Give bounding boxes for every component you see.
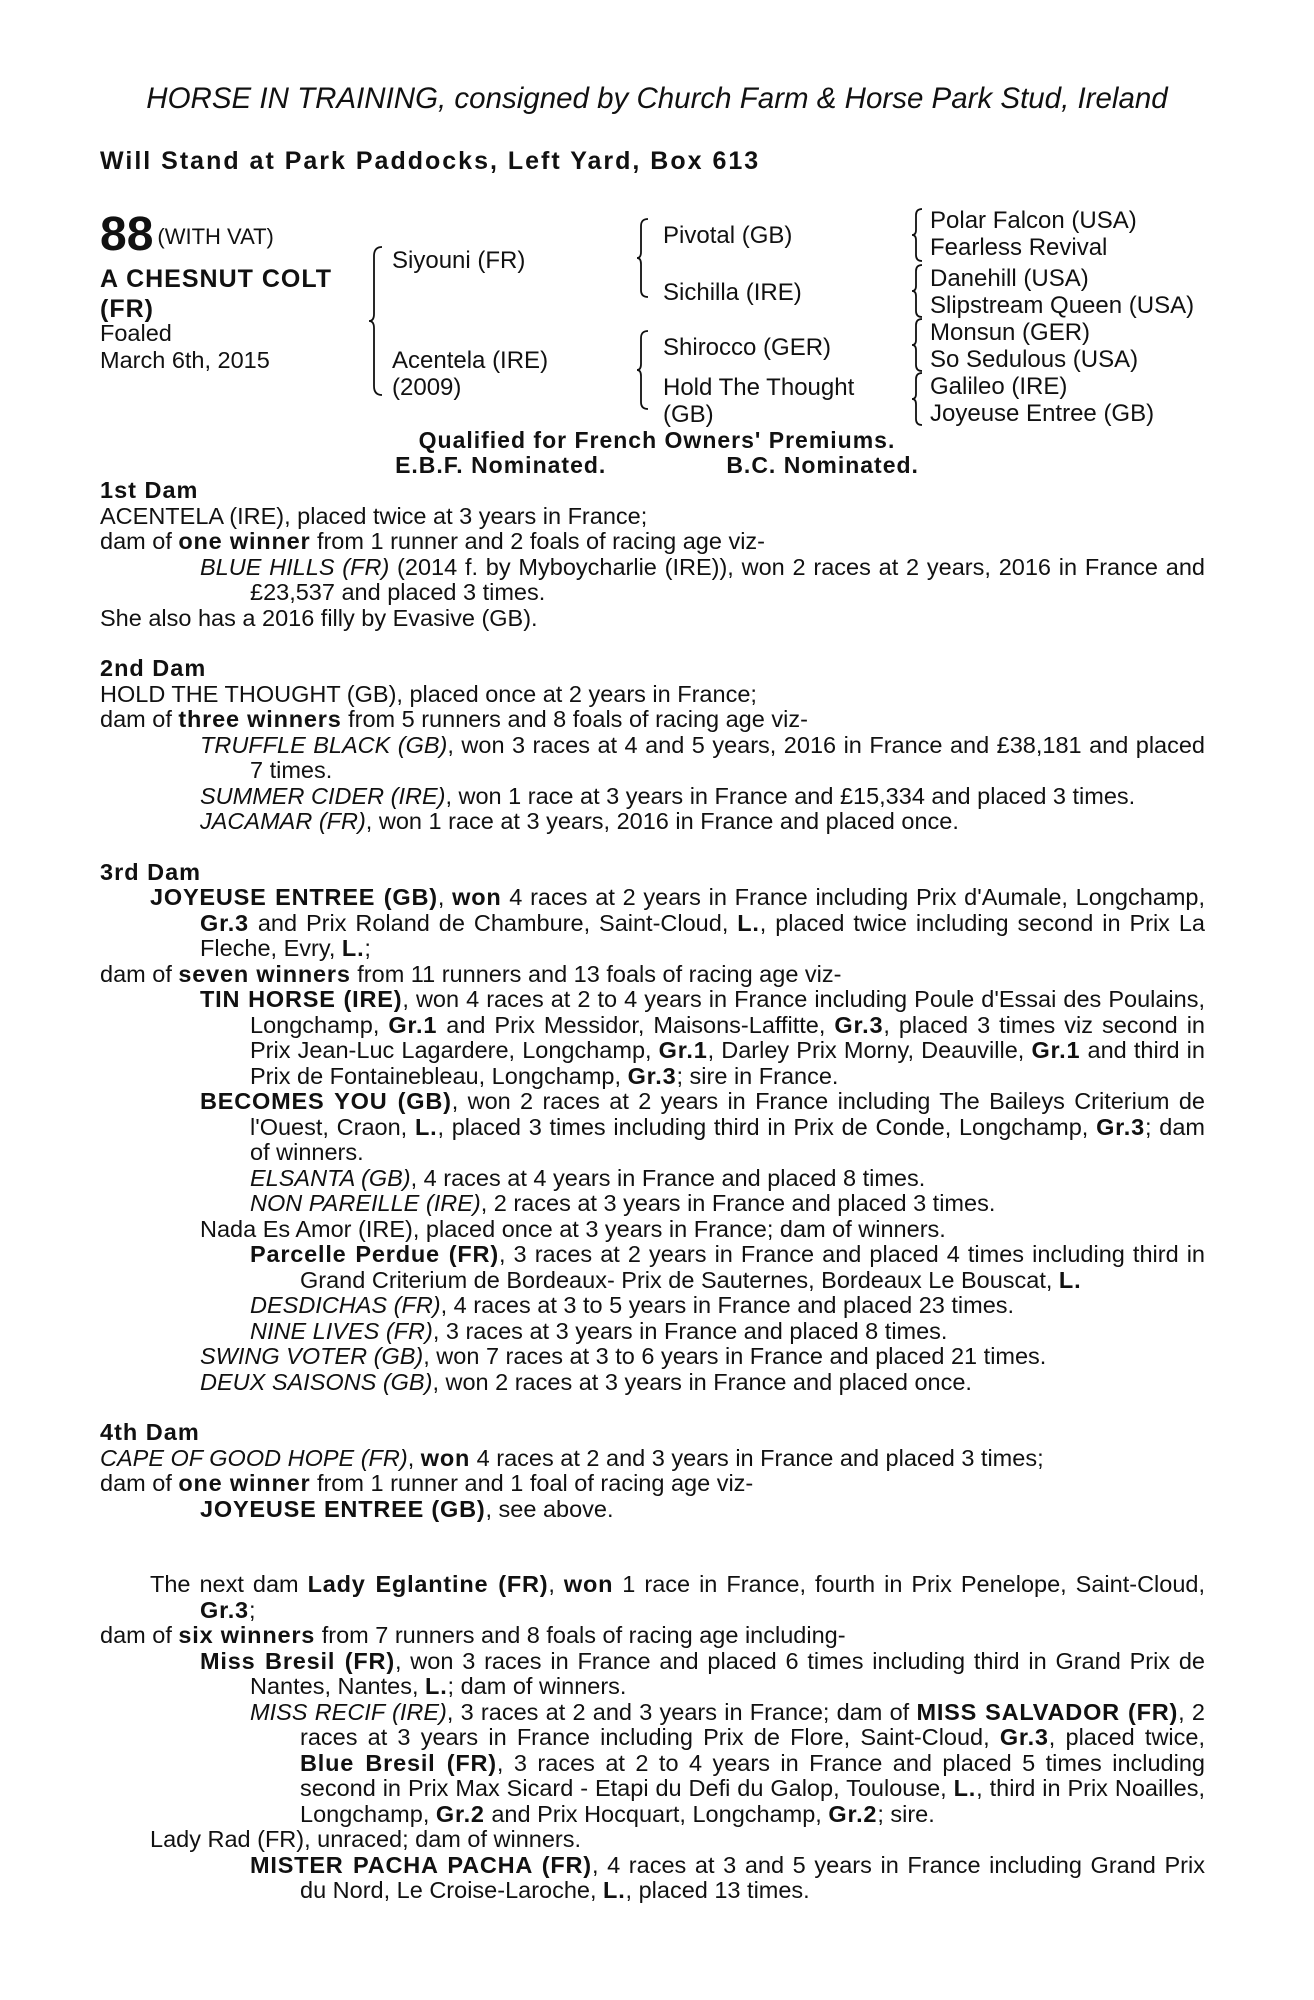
third-dam-produce-summary: dam of seven winners from 11 runners and 13 foals of racing age viz- — [100, 960, 842, 987]
next-dam-grand-progeny-miss-recif: MISS RECIF (IRE), 3 races at 2 and 3 years in France; dam of MISS SALVADOR (FR), 2 races at 3 years in France including Prix de Flore, Saint-Cloud, Gr.3, placed twice, Blue Bresil (FR), 3 races at 2 to 4 years in France and placed 5 times including second in Prix Max Sicard - Etapi du Defi du Galop, Toulouse, L., third in Prix Noailles, Longchamp, Gr.2 and Prix Hocquart, Longchamp, Gr.2; sire. — [250, 1698, 1206, 1827]
third-dam-progeny-becomes-you: BECOMES YOU (GB), won 2 races at 2 years in France including The Baileys Criterium de l'Ouest, Craon, L., placed 3 times including third in Prix de Conde, Longchamp, Gr.3; dam of winners. — [200, 1088, 1205, 1165]
third-dam-grand-progeny-nine-lives: NINE LIVES (FR), 3 races at 3 years in France and placed 8 times. — [250, 1317, 948, 1344]
next-dam-progeny-miss-bresil: Miss Bresil (FR), won 3 races in France and placed 6 times including third in Grand Prix de Nantes, Nantes, L.; dam of winners. — [200, 1647, 1205, 1699]
pedigree-brace-sd — [911, 264, 923, 318]
ebf-nomination: E.B.F. Nominated. — [395, 452, 607, 478]
pedigree-sire-sire: Pivotal (GB) — [663, 222, 793, 249]
first-dam-line: ACENTELA (IRE), placed twice at 3 years in France; — [100, 502, 648, 529]
produce-record — [100, 478, 1205, 1904]
third-dam-grand-progeny-elsanta: ELSANTA (GB), 4 races at 4 years in France and placed 8 times. — [250, 1164, 926, 1191]
pedigree-g3-2: Fearless Revival — [930, 234, 1108, 261]
vat-note: (WITH VAT) — [157, 224, 274, 249]
stand-location: Will Stand at Park Paddocks, Left Yard, Box 613 — [100, 147, 761, 175]
lot-number-block — [100, 207, 274, 262]
fourth-dam-produce-summary: dam of one winner from 1 runner and 1 foal of racing age viz- — [100, 1470, 754, 1496]
third-dam-grand-progeny-non-pareille: NON PAREILLE (IRE), 2 races at 3 years in France and placed 3 times. — [250, 1190, 996, 1216]
lot-number: 88 — [100, 208, 154, 261]
pedigree-dam: Acentela (IRE) — [392, 347, 549, 374]
first-dam-progeny-1: BLUE HILLS (FR) (2014 f. by Myboycharlie (IRE)), won 2 races at 2 years, 2016 in France and £23,537 and placed 3 times. — [200, 553, 1205, 605]
pedigree-brace-ss — [911, 208, 923, 262]
pedigree-sire-dam: Sichilla (IRE) — [663, 279, 802, 306]
pedigree-brace-dd — [911, 372, 923, 426]
pedigree-brace-gen1 — [368, 246, 384, 396]
third-dam-progeny-deux-saisons: DEUX SAISONS (GB), won 2 races at 3 years in France and placed once. — [200, 1368, 972, 1395]
first-dam-produce-summary: dam of one winner from 1 runner and 2 foals of racing age viz- — [100, 528, 765, 554]
next-dam-line: The next dam Lady Eglantine (FR), won 1 race in France, fourth in Prix Penelope, Saint-Cloud, Gr.3; — [150, 1571, 1205, 1623]
fourth-dam-line: CAPE OF GOOD HOPE (FR), won 4 races at 2 and 3 years in France and placed 3 times; — [100, 1444, 1044, 1471]
consignor-heading: HORSE IN TRAINING, consigned by Church Farm & Horse Park Stud, Ireland — [146, 82, 1168, 115]
fourth-dam-heading: 4th Dam — [100, 1419, 200, 1445]
second-dam-progeny-3: JACAMAR (FR), won 1 race at 3 years, 2016 in France and placed once. — [200, 808, 959, 834]
second-dam-produce-summary: dam of three winners from 5 runners and 8 foals of racing age viz- — [100, 706, 808, 732]
foaled-date: March 6th, 2015 — [100, 347, 270, 373]
third-dam-grand-progeny-desdichas: DESDICHAS (FR), 4 races at 3 to 5 years in France and placed 23 times. — [250, 1292, 1015, 1318]
pedigree-g3-8: Joyeuse Entree (GB) — [930, 400, 1155, 427]
foaled-info — [100, 320, 270, 374]
third-dam-progeny-swing-voter: SWING VOTER (GB), won 7 races at 3 to 6 years in France and placed 21 times. — [200, 1343, 1047, 1369]
pedigree-sire: Siyouni (FR) — [392, 247, 526, 274]
second-dam-progeny-2: SUMMER CIDER (IRE), won 1 race at 3 years in France and £15,334 and placed 3 times. — [200, 782, 1136, 809]
first-dam-heading: 1st Dam — [100, 477, 199, 503]
pedigree-brace-ds — [911, 318, 923, 372]
lot-description — [100, 264, 332, 324]
pedigree-brace-sire — [636, 218, 650, 298]
third-dam-progeny-tin-horse: TIN HORSE (IRE), won 4 races at 2 to 4 years in France including Poule d'Essai des Poulains, Longchamp, Gr.1 and Prix Messidor, Maisons-Laffitte, Gr.3, placed 3 times viz second in Prix Jean-Luc Lagardere, Longchamp, Gr.1, Darley Prix Morny, Deauville, Gr.1 and third in Prix de Fontainebleau, Longchamp, Gr.3; sire in France. — [200, 986, 1205, 1089]
first-dam-also: She also has a 2016 filly by Evasive (GB). — [100, 604, 538, 631]
pedigree-g3-4: Slipstream Queen (USA) — [930, 292, 1195, 319]
pedigree-g3-7: Galileo (IRE) — [930, 373, 1068, 400]
pedigree-g3-1: Polar Falcon (USA) — [930, 207, 1137, 234]
second-dam-line: HOLD THE THOUGHT (GB), placed once at 2 years in France; — [100, 680, 757, 707]
lot-description-line2: (FR) — [100, 295, 154, 323]
third-dam-line: JOYEUSE ENTREE (GB), won 4 races at 2 years in France including Prix d'Aumale, Longchamp, Gr.3 and Prix Roland de Chambure, Saint-Cloud, L., placed twice including second in Prix La Fleche, Evry, L.; — [150, 884, 1206, 961]
second-dam-progeny-1: TRUFFLE BLACK (GB), won 3 races at 4 and 5 years, 2016 in France and £38,181 and placed 7 times. — [200, 731, 1206, 783]
foaled-label: Foaled — [100, 320, 172, 346]
nominations-line — [0, 452, 1314, 479]
pedigree-dam-sire: Shirocco (GER) — [663, 334, 832, 361]
next-dam-grand-progeny-mister-pacha-pacha: MISTER PACHA PACHA (FR), 4 races at 3 and 5 years in France including Grand Prix du Nord, Le Croise-Laroche, L., placed 13 times. — [250, 1851, 1205, 1903]
pedigree-dam-dam-line2: (GB) — [663, 401, 714, 428]
lot-description-line1: A CHESNUT COLT — [100, 265, 333, 293]
pedigree-g3-5: Monsun (GER) — [930, 319, 1091, 346]
next-dam-progeny-lady-rad: Lady Rad (FR), unraced; dam of winners. — [150, 1826, 582, 1852]
fourth-dam-progeny-1: JOYEUSE ENTREE (GB), see above. — [200, 1495, 614, 1522]
pedigree-dam-year: (2009) — [392, 374, 462, 401]
premiums-note: Qualified for French Owners' Premiums. — [418, 427, 896, 453]
pedigree-brace-dam — [636, 330, 650, 410]
next-dam-produce-summary: dam of six winners from 7 runners and 8 foals of racing age including- — [100, 1622, 846, 1648]
second-dam-heading: 2nd Dam — [100, 655, 207, 681]
third-dam-heading: 3rd Dam — [100, 858, 202, 885]
bc-nomination: B.C. Nominated. — [726, 452, 919, 478]
third-dam-grand-progeny-parcelle-perdue: Parcelle Perdue (FR), 3 races at 2 years in France and placed 4 times including third in Grand Criterium de Bordeaux- Prix de Sauternes, Bordeaux Le Bouscat, L. — [250, 1241, 1205, 1293]
pedigree-g3-6: So Sedulous (USA) — [930, 346, 1139, 373]
pedigree-dam-dam-line1: Hold The Thought — [663, 374, 855, 401]
third-dam-progeny-nada-es-amor: Nada Es Amor (IRE), placed once at 3 years in France; dam of winners. — [200, 1215, 946, 1242]
pedigree-g3-3: Danehill (USA) — [930, 265, 1089, 292]
